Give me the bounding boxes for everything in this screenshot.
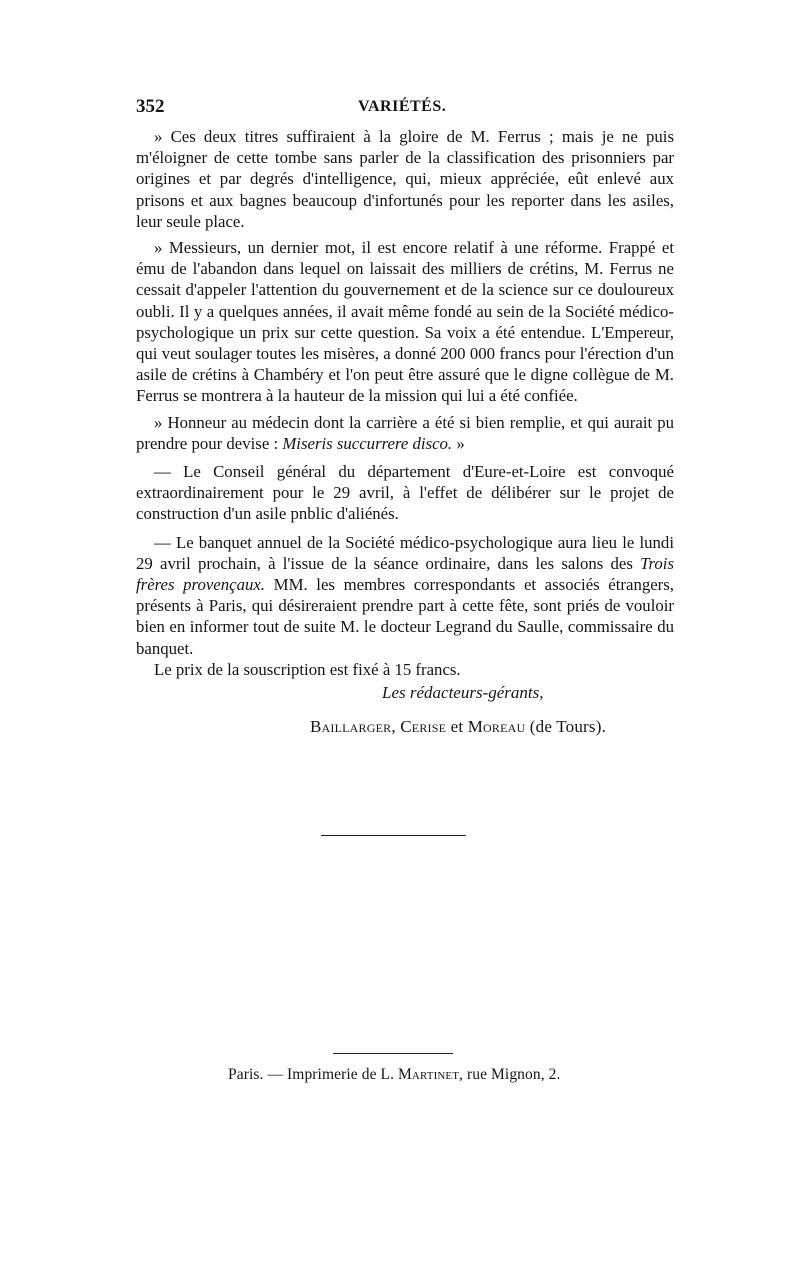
paragraph-cretins-reform: » Messieurs, un dernier mot, il est encore relatif à une réforme. Frappé et ému de l'abandon dans lequel on laissait des milliers de crétins, M. Ferrus ne cessait d'appeler l'attention du gouvernement et de la science sur ce douloureux oubli. Il y a quelques années, il avait même fondé au sein de la Société médico-psychologique un prix sur cette question. Sa voix a été entendue. L'Empereur, qui veut soulager toutes les misères, a donné 200 000 francs pour l'érection d'un asile de crétins à Chambéry et l'on peut être assuré que le digne collègue de M. Ferrus se montrera à la hauteur de la mission qui lui a été confiée. — [136, 238, 674, 406]
motto-latin: Miseris succurrere disco. — [282, 433, 453, 453]
motto-closing-quote: » — [452, 433, 465, 453]
banquet-details: MM. les membres correspondants et associés étrangers, présents à Paris, qui désireraient prendre part à cette fête, sont priés de vouloir bien en informer tout de suite M. le docteur Legrand du Saulle, commissaire du banquet. — [136, 575, 674, 658]
banquet-lead-text: — Le banquet annuel de la Société médico-psychologique aura lieu le lundi 29 avril prochain, à l'issue de la séance ordinaire, dans les salons des — [136, 532, 674, 573]
signature-names: Baillarger, Cerise et Moreau (de Tours). — [310, 717, 607, 736]
editor-name-baillarger: Baillarger — [310, 717, 392, 736]
page-number: 352 — [136, 96, 165, 117]
running-head — [136, 96, 674, 122]
editor-name-suffix: (de Tours). — [525, 717, 607, 736]
banquet-venue: Trois frères provençaux. — [136, 553, 674, 595]
footer-rule — [333, 1053, 453, 1054]
paragraph-classification: » Ces deux titres suffiraient à la gloire de M. Ferrus ; mais je ne puis m'éloigner de cette tombe sans parler de la classification des prisonniers par origines et par degrés d'intelligence, qui, mieux appréciée, eût enlevé aux prisons et aux bagnes beaucoup d'infortunés pour les reporter dans les asiles, leur seule place. — [136, 127, 674, 231]
editor-name-cerise: Cerise — [400, 717, 447, 736]
printer-name: Martinet — [398, 1066, 460, 1083]
section-divider-rule — [321, 835, 466, 836]
paragraph-subscription-price: Le prix de la souscription est fixé à 15 francs. — [154, 659, 461, 679]
body-text — [136, 126, 674, 680]
paragraph-motto — [136, 412, 674, 454]
section-title: VARIÉTÉS. — [358, 98, 447, 115]
printer-imprint: Paris. — Imprimerie de L. Martinet, rue Mignon, 2. — [228, 1066, 561, 1083]
motto-lead-text: » Honneur au médecin dont la carrière a été si bien remplie, et qui aurait pu prendre pour devise : — [136, 412, 674, 453]
paragraph-banquet — [136, 532, 674, 659]
editor-name-moreau: Moreau — [467, 717, 526, 736]
signature-role: Les rédacteurs-gérants, — [382, 683, 544, 702]
paragraph-eure-et-loire-council: — Le Conseil général du département d'Eure-et-Loire est convoqué extraordinairement pour le 29 avril, à l'effet de délibérer sur le projet de construction d'un asile pnblic d'aliénés. — [136, 462, 674, 524]
